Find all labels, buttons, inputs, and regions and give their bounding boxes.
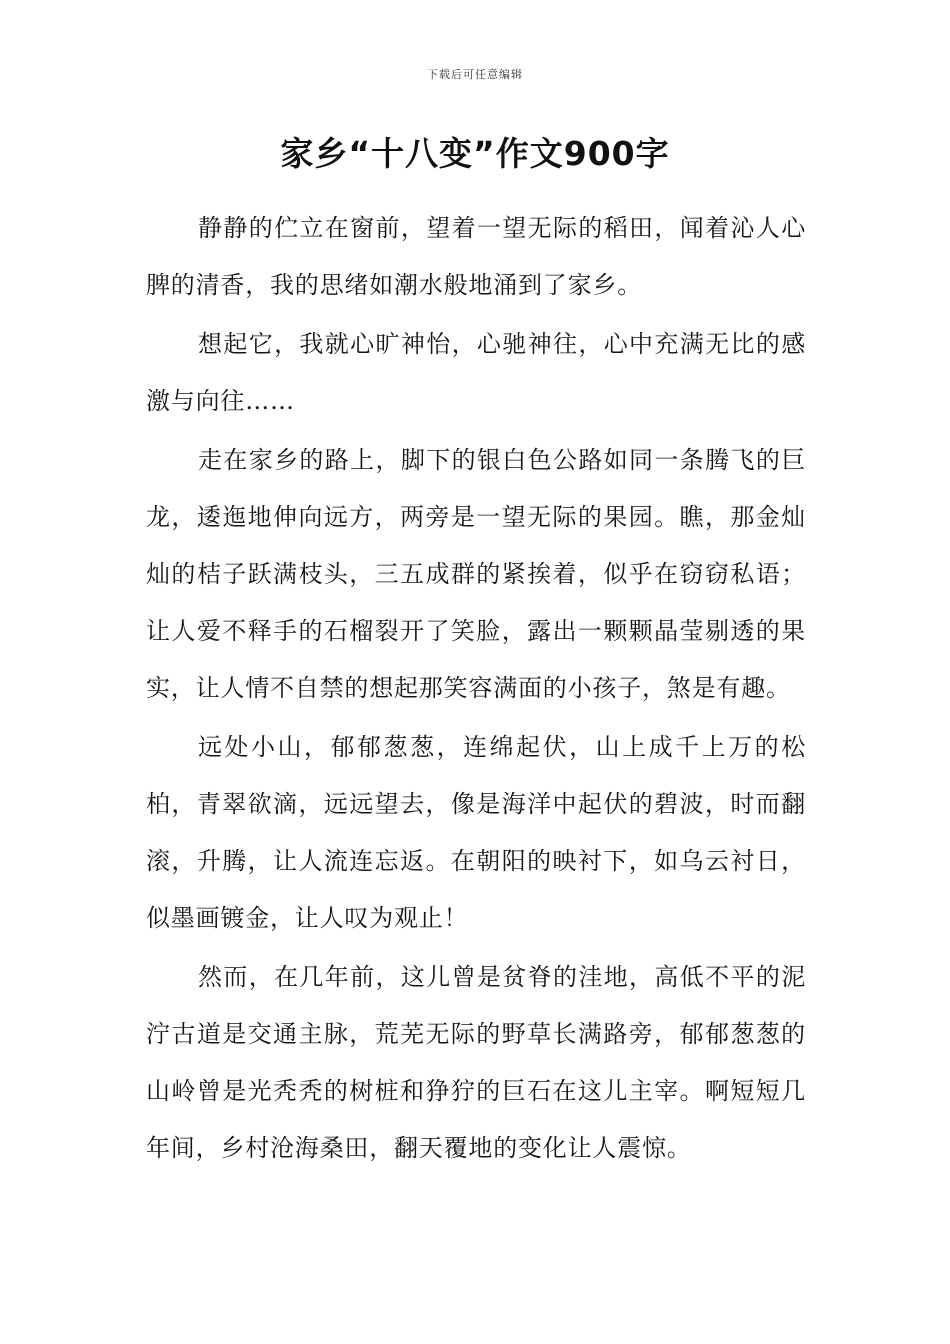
document-body: [146, 200, 806, 1179]
paragraph: 静静的伫立在窗前，望着一望无际的稻田，闻着沁人心脾的清香，我的思绪如潮水般地涌到了家乡。: [146, 214, 806, 299]
paragraph: 然而，在几年前，这儿曾是贫脊的洼地，高低不平的泥泞古道是交通主脉，荒芜无际的野草长满路旁，郁郁葱葱的山岭曾是光秃秃的树桩和狰狞的巨石在这儿主宰。啊短短几年间，乡村沧海桑田，翻天覆地的变化让人震惊。: [146, 963, 806, 1162]
header-note: 下载后可任意编辑: [427, 68, 523, 81]
paragraph: 走在家乡的路上，脚下的银白色公路如同一条腾飞的巨龙，逶迤地伸向远方，两旁是一望无际的果园。瞧，那金灿灿的桔子跃满枝头，三五成群的紧挨着，似乎在窃窃私语；让人爱不释手的石榴裂开了笑脸，露出一颗颗晶莹剔透的果实，让人情不自禁的想起那笑容满面的小孩子，煞是有趣。: [146, 446, 806, 702]
paragraph: 远处小山，郁郁葱葱，连绵起伏，山上成千上万的松柏，青翠欲滴，远远望去，像是海洋中起伏的碧波，时而翻滚，升腾，让人流连忘返。在朝阳的映衬下，如乌云衬日，似墨画镀金，让人叹为观止！: [146, 733, 806, 932]
document-title: 家乡“十八变”作文900字: [280, 134, 670, 173]
paragraph: 想起它，我就心旷神怡，心驰神往，心中充满无比的感激与向往……: [146, 330, 806, 415]
